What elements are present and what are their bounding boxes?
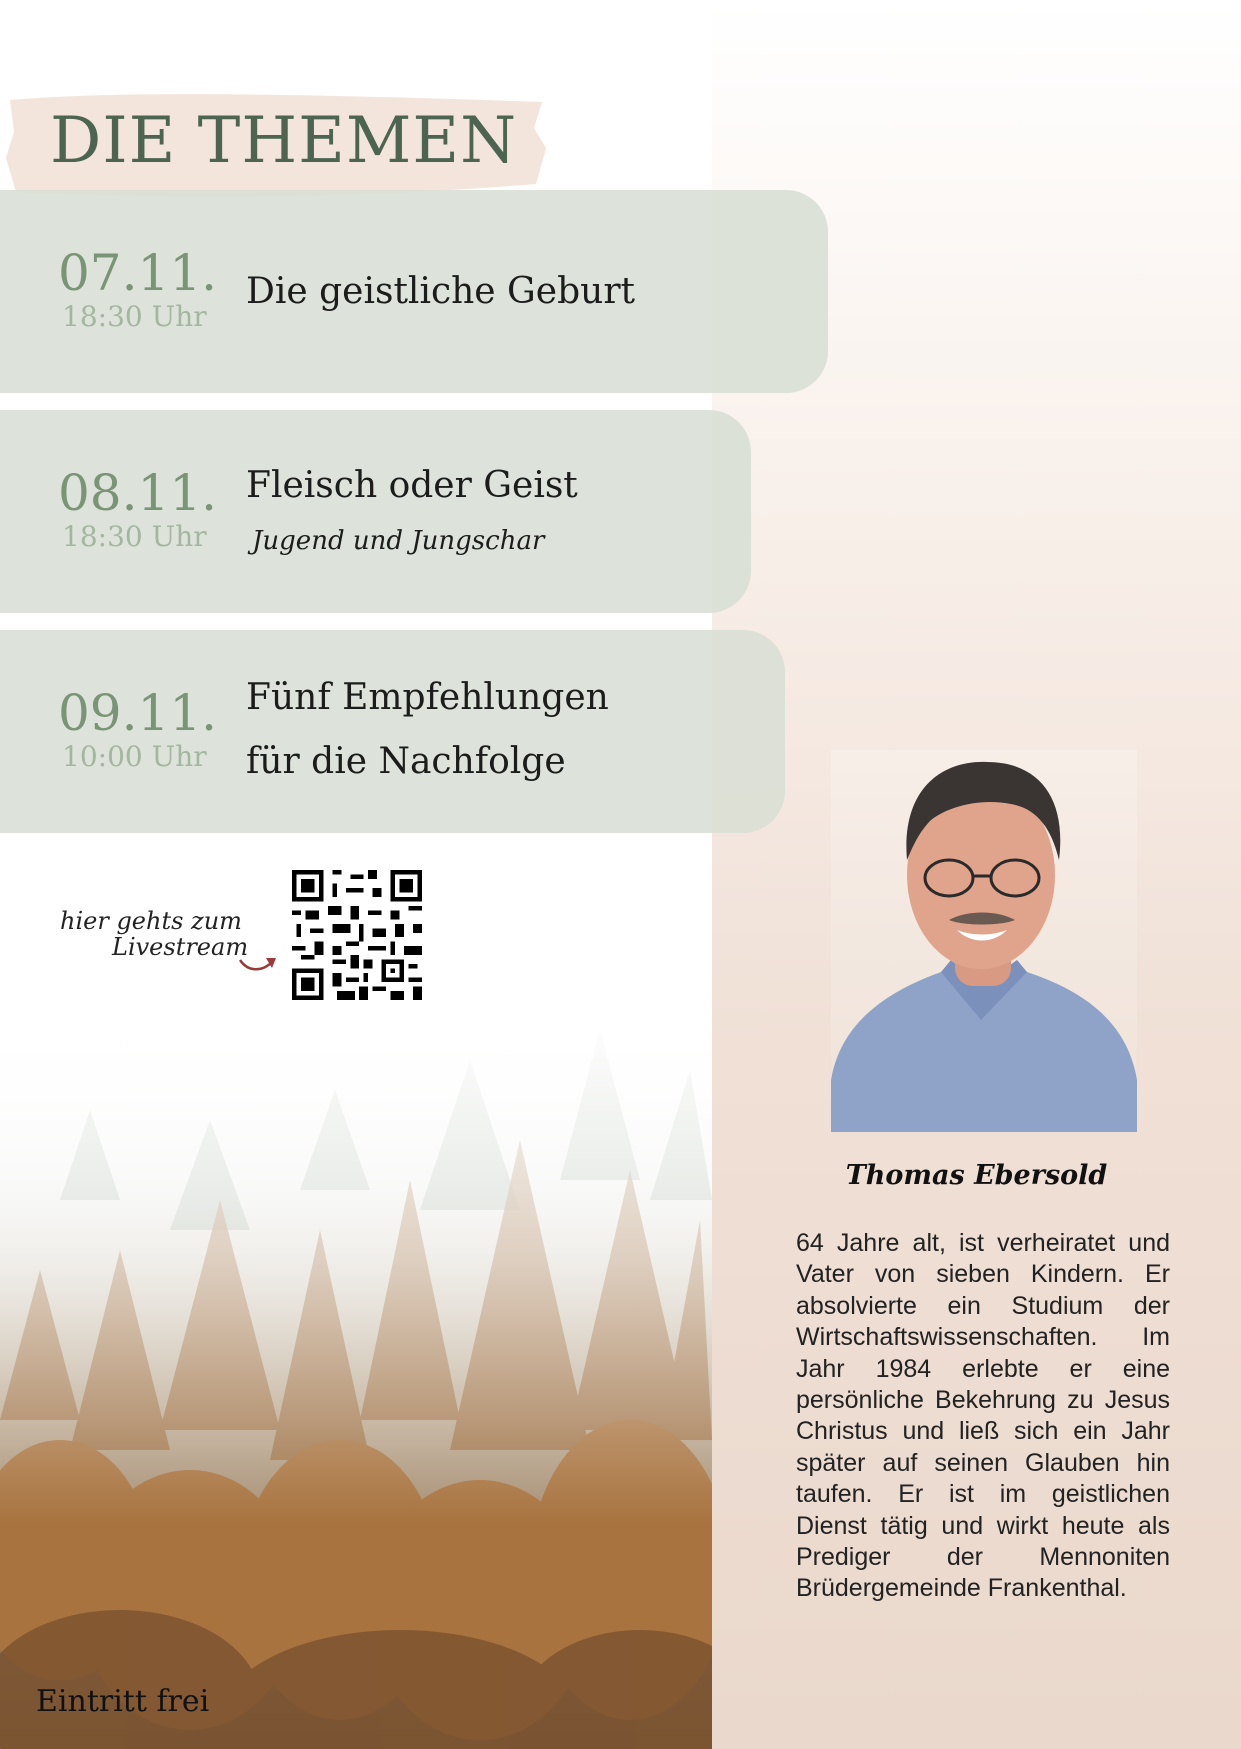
topic-date: 08.11. (58, 464, 218, 522)
page-title: DIE THEMEN (50, 104, 518, 178)
speaker-name: Thomas Ebersold (845, 1160, 1108, 1191)
topic-title-line-1: Fünf Empfehlungen (246, 677, 609, 718)
topic-title-line-2: für die Nachfolge (246, 741, 566, 782)
topic-time: 10:00 Uhr (62, 740, 207, 773)
topic-date: 09.11. (58, 684, 218, 742)
topic-date: 07.11. (58, 244, 218, 302)
topic-card-3 (0, 630, 785, 833)
livestream-label-line-1: hier gehts zum (60, 907, 242, 935)
speaker-bio: 64 Jahre alt, ist verheiratet und Vater von sieben Kindern. Er absolvierte ein Studium der Wirtschaftswissenschaften. Im Jahr 1984 erlebte er eine persönliche Bekehrung zu Jesus Christus und ließ sich ein Jahr später auf seinen Glauben hin taufen. Er ist im geistlichen Dienst tätig und wirkt heute als Prediger der Mennoniten Brüdergemeinde Frankenthal. (796, 1229, 1170, 1603)
topic-title: Fleisch oder Geist (246, 465, 578, 506)
speaker-photo (831, 750, 1137, 1132)
topic-subtitle: Jugend und Jungschar (252, 526, 545, 556)
forest-image (0, 1000, 712, 1749)
livestream-label-line-2: Livestream (112, 933, 249, 961)
entry-free-label: Eintritt frei (36, 1684, 210, 1719)
curved-arrow-icon (238, 950, 278, 976)
topic-card-1 (0, 190, 828, 393)
topic-time: 18:30 Uhr (62, 520, 207, 553)
topic-time: 18:30 Uhr (62, 300, 207, 333)
topic-title: Die geistliche Geburt (246, 271, 636, 312)
qr-code-icon[interactable] (292, 870, 422, 1000)
topic-card-2 (0, 410, 751, 613)
